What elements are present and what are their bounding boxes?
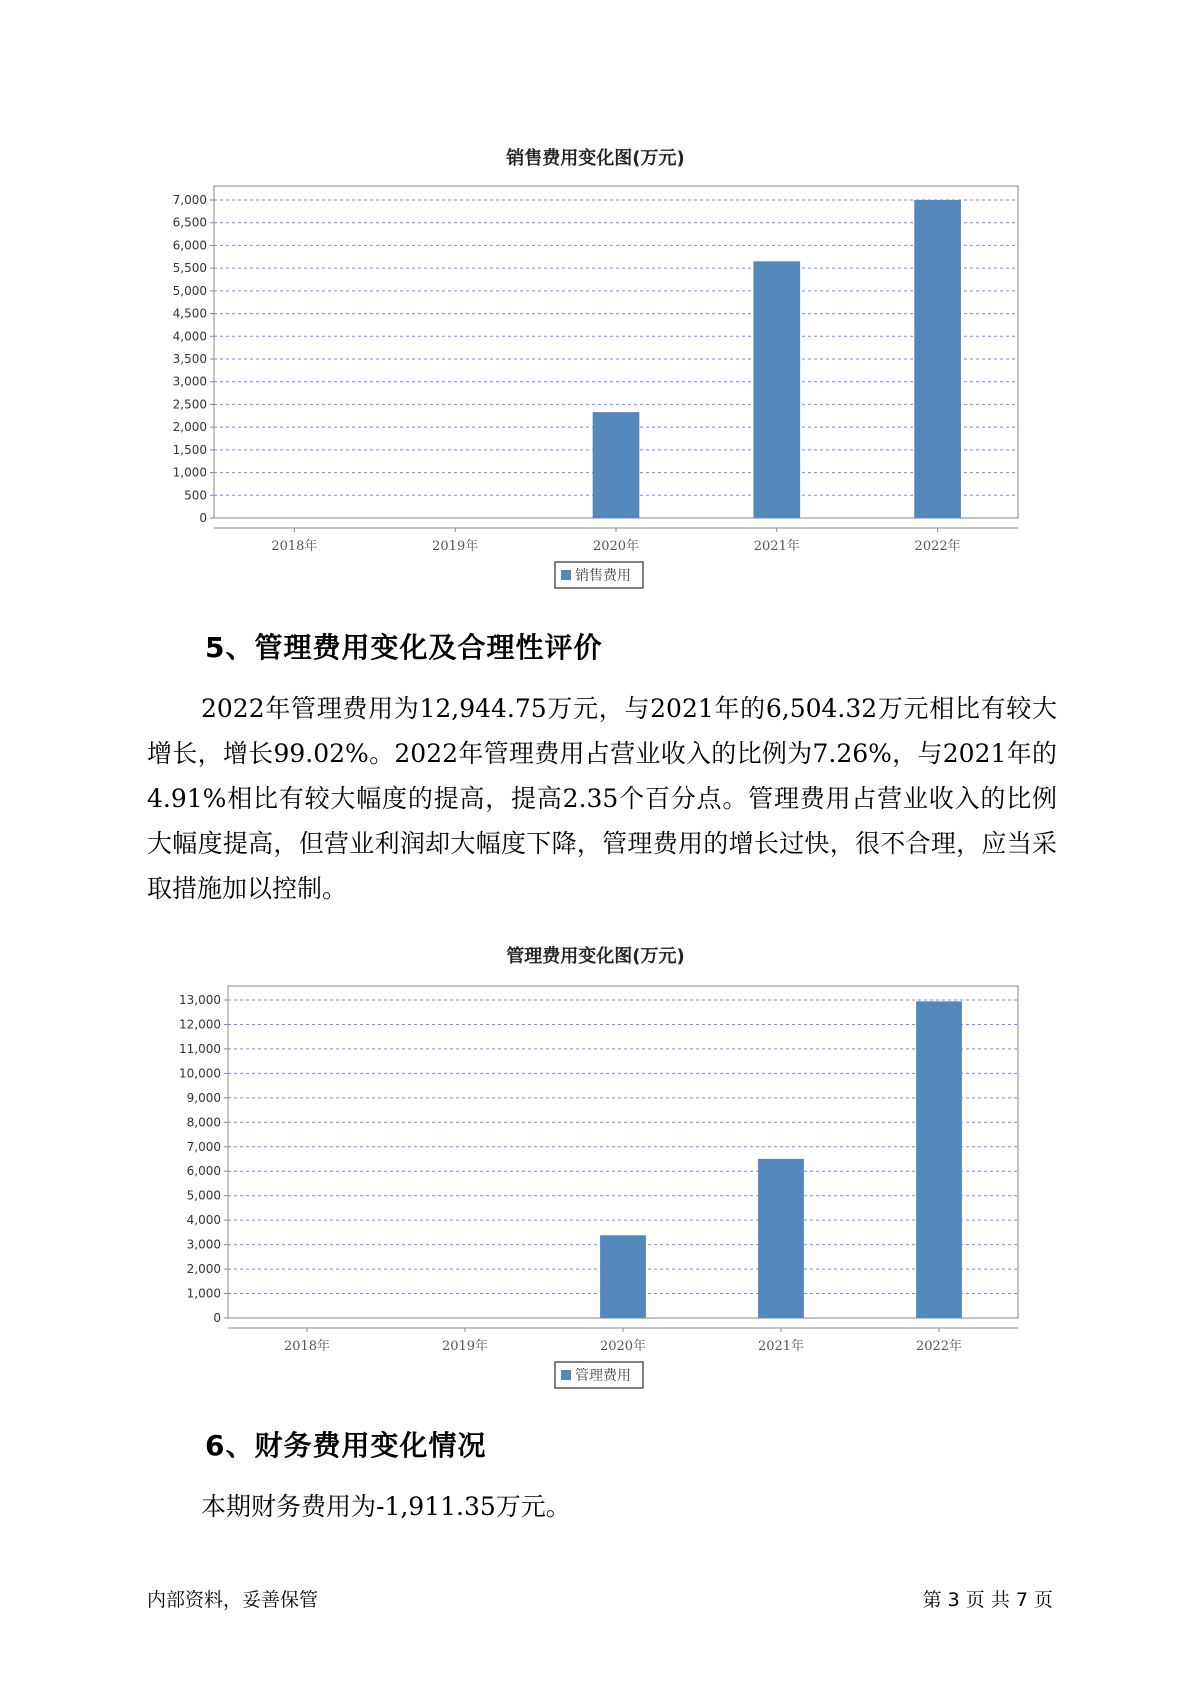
x-tick-label: 2020年: [592, 539, 640, 554]
y-tick-label: 8,000: [186, 1115, 221, 1130]
y-tick-label: 1,500: [172, 442, 207, 457]
sales-expense-chart-title: 销售费用变化图(万元): [506, 148, 685, 169]
y-tick-label: 12,000: [179, 1017, 221, 1032]
sales-expense-chart: [0, 180, 1191, 600]
x-tick-label: 2019年: [432, 539, 479, 554]
section-6-paragraph: 本期财务费用为-1,911.35万元。: [201, 1492, 571, 1521]
x-tick-label: 2021年: [757, 1339, 805, 1354]
legend-swatch: [561, 570, 571, 580]
section-6-heading: 6、财务费用变化情况: [205, 1429, 487, 1462]
y-tick-label: 7,000: [172, 193, 207, 207]
section-5-paragraph: 2022年管理费用为12,944.75万元，与2021年的6,504.32万元相比有较大增长，增长99.02%。2022年管理费用占营业收入的比例为7.26%，与2021年的4.91%相比有较大幅度的提高，提高2.35个百分点。管理费用占营业收入的比例大幅度提高，但营业利润却大幅度下降，管理费用的增长过快，很不合理，应当采取措施加以控制。: [147, 694, 1057, 903]
y-tick-label: 4,500: [172, 306, 207, 321]
y-tick-label: 3,500: [172, 352, 207, 366]
legend-label: 销售费用: [575, 568, 631, 584]
y-tick-label: 5,500: [172, 261, 207, 276]
footer-confidential-note: 内部资料，妥善保管: [147, 1589, 319, 1611]
legend-swatch: [561, 1370, 571, 1380]
y-tick-label: 0: [199, 511, 207, 525]
bar-2021年: [758, 1159, 804, 1318]
y-tick-label: 11,000: [179, 1041, 221, 1056]
bar-2022年: [914, 200, 961, 518]
y-tick-label: 9,000: [186, 1090, 221, 1105]
bar-2020年: [600, 1235, 646, 1318]
bar-2021年: [753, 261, 800, 518]
y-tick-label: 4,000: [186, 1213, 221, 1228]
y-tick-label: 5,000: [172, 283, 207, 298]
y-tick-label: 7,000: [186, 1139, 221, 1154]
y-tick-label: 5,000: [186, 1188, 221, 1203]
y-tick-label: 13,000: [179, 993, 221, 1007]
y-tick-label: 6,000: [172, 238, 207, 253]
x-tick-label: 2018年: [283, 1339, 331, 1354]
legend-label: 管理费用: [575, 1368, 631, 1384]
admin-expense-chart: [0, 978, 1191, 1398]
y-tick-label: 10,000: [179, 1066, 221, 1081]
bar-2020年: [593, 412, 640, 518]
y-tick-label: 6,000: [186, 1164, 221, 1179]
y-tick-label: 4,000: [172, 329, 207, 344]
x-tick-label: 2020年: [599, 1339, 647, 1354]
y-tick-label: 3,000: [172, 374, 207, 389]
admin-expense-chart-title: 管理费用变化图(万元): [506, 946, 685, 967]
x-tick-label: 2021年: [753, 539, 800, 554]
y-tick-label: 1,000: [186, 1286, 221, 1301]
y-tick-label: 2,500: [172, 397, 207, 412]
y-tick-label: 2,000: [172, 420, 207, 435]
y-tick-label: 3,000: [186, 1237, 221, 1252]
footer-page-number: 第 3 页 共 7 页: [922, 1589, 1053, 1611]
y-tick-label: 0: [213, 1311, 221, 1325]
x-tick-label: 2019年: [441, 1339, 489, 1354]
x-tick-label: 2018年: [271, 539, 318, 554]
y-tick-label: 500: [184, 488, 207, 503]
y-tick-label: 2,000: [186, 1262, 221, 1277]
x-tick-label: 2022年: [915, 1339, 963, 1354]
bar-2022年: [916, 1001, 962, 1318]
section-5-heading: 5、管理费用变化及合理性评价: [205, 631, 603, 664]
y-tick-label: 1,000: [172, 465, 207, 480]
y-tick-label: 6,500: [172, 215, 207, 230]
x-tick-label: 2022年: [914, 539, 961, 554]
